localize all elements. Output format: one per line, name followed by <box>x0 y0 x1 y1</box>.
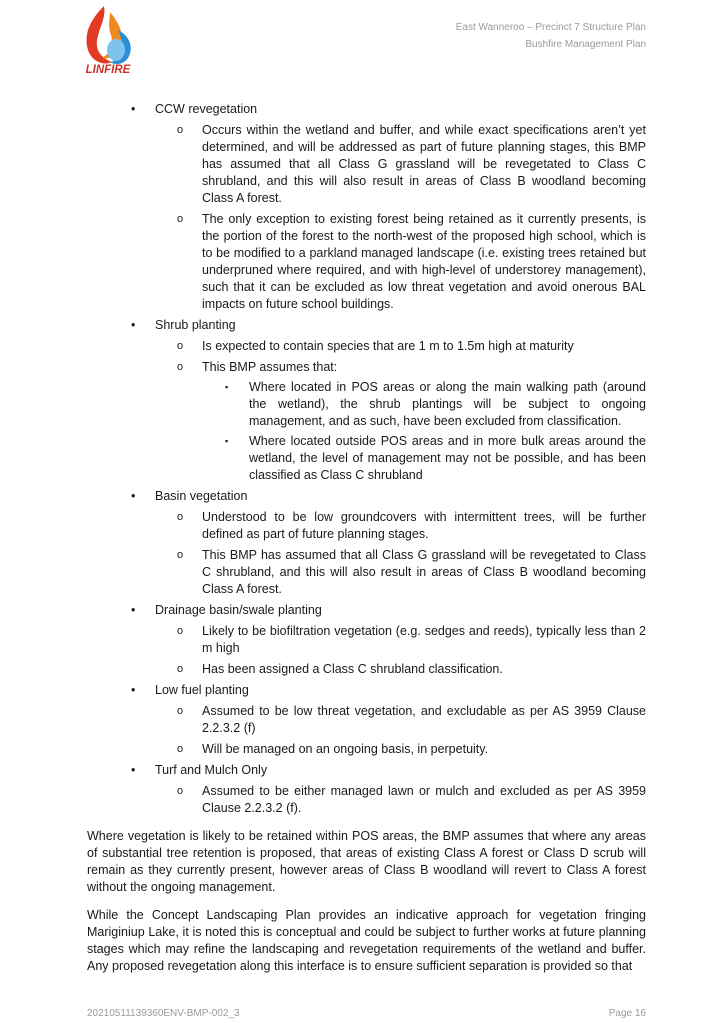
body-paragraph: While the Concept Landscaping Plan provides an indicative approach for vegetation fringing Mariginiup Lake, it is noted this is conceptual and could be subject to further works at future planning stages which may refine the landscaping and revegetation requirements of the wetland and buffer. Any proposed revegetation along this interface is to ensure sufficient separation is provided so that <box>87 908 646 973</box>
circle-bullet-icon: o <box>177 743 184 755</box>
circle-bullet-icon: o <box>177 625 184 637</box>
sub-list-item <box>87 359 646 376</box>
sub-list-item <box>87 623 646 657</box>
circle-bullet-icon: o <box>177 663 184 675</box>
sub-list-item-text: Assumed to be low threat vegetation, and excludable as per AS 3959 Clause 2.2.3.2 (f) <box>202 704 646 735</box>
sub-sub-list-item <box>87 379 646 430</box>
bullet-icon: • <box>131 603 136 617</box>
sub-list-item <box>87 122 646 207</box>
sub-list-item-text: Is expected to contain species that are 1 m to 1.5m high at maturity <box>202 339 574 353</box>
logo-text: LINFIRE <box>85 64 131 76</box>
sub-list-item <box>87 509 646 543</box>
sub-list-item <box>87 741 646 758</box>
bullet-icon: • <box>131 683 136 697</box>
list-item <box>87 602 646 619</box>
list-item <box>87 762 646 779</box>
list-item <box>87 682 646 699</box>
list-item-label: Low fuel planting <box>155 683 249 697</box>
list-item-label: CCW revegetation <box>155 102 258 116</box>
sub-list-item <box>87 338 646 355</box>
sub-sub-list-item <box>87 433 646 484</box>
list-item-label: Drainage basin/swale planting <box>155 603 322 617</box>
bullet-icon: • <box>131 763 136 777</box>
sub-list-item-text: This BMP has assumed that all Class G grassland will be revegetated to Class C shrubland, and this will also result in areas of Class B woodland becoming Class A forest. <box>202 548 646 596</box>
list-item-label: Basin vegetation <box>155 489 248 503</box>
circle-bullet-icon: o <box>177 124 184 136</box>
header-subtitle: Bushfire Management Plan <box>525 39 646 50</box>
sub-list-item-text: Assumed to be either managed lawn or mulch and excluded as per AS 3959 Clause 2.2.3.2 (f). <box>202 784 646 815</box>
circle-bullet-icon: o <box>177 340 184 352</box>
list-item <box>87 101 646 118</box>
circle-bullet-icon: o <box>177 361 184 373</box>
sub-sub-list-item-text: Where located in POS areas or along the main walking path (around the wetland), the shrub plantings will be subject to ongoing management, and as such, have been excluded from classification. <box>249 380 646 428</box>
sub-list-item <box>87 661 646 678</box>
circle-bullet-icon: o <box>177 511 184 523</box>
sub-list-item-text: Likely to be biofiltration vegetation (e.g. sedges and reeds), typically less than 2 m high <box>202 624 646 655</box>
sub-list-item-text: This BMP assumes that: <box>202 360 338 374</box>
sub-list-item-text: Occurs within the wetland and buffer, and while exact specifications aren’t yet determined, and will be addressed as part of future planning stages, this BMP has assumed that all Class G grassland will be revegetated to Class C shrubland, and this will also result in areas of Class B woodland becoming Class A forest. <box>202 123 646 205</box>
body-paragraph: Where vegetation is likely to be retained within POS areas, the BMP assumes that where any areas of substantial tree retention is proposed, that areas of existing Class A forest or Class D scrub will remain as they currently present, however areas of Class B woodland will revert to Class A forest without the ongoing management. <box>87 829 646 894</box>
list-item-label: Shrub planting <box>155 318 236 332</box>
square-bullet-icon: ▪ <box>225 382 229 392</box>
square-bullet-icon: ▪ <box>225 436 229 446</box>
circle-bullet-icon: o <box>177 549 184 561</box>
circle-bullet-icon: o <box>177 785 184 797</box>
bullet-icon: • <box>131 102 136 116</box>
list-item <box>87 317 646 334</box>
sub-list-item-text: Will be managed on an ongoing basis, in perpetuity. <box>202 742 489 756</box>
footer-page-number: Page 16 <box>608 1008 646 1019</box>
list-item <box>87 488 646 505</box>
sub-list-item <box>87 547 646 598</box>
sub-list-item <box>87 211 646 313</box>
document-body <box>87 101 646 975</box>
sub-list-item-text: Has been assigned a Class C shrubland classification. <box>202 662 503 676</box>
bullet-icon: • <box>131 489 136 503</box>
sub-list-item <box>87 783 646 817</box>
list-item-label: Turf and Mulch Only <box>155 763 268 777</box>
bullet-icon: • <box>131 318 136 332</box>
sub-sub-list-item-text: Where located outside POS areas and in more bulk areas around the wetland, the level of management may not be possible, and has been classified as Class C shrubland <box>249 434 646 482</box>
footer-doc-id: 20210511139360ENV-BMP-002_3 <box>87 1008 240 1019</box>
sub-list-item <box>87 703 646 737</box>
sub-list-item-text: Understood to be low groundcovers with intermittent trees, will be further defined as part of future planning stages. <box>202 510 646 541</box>
circle-bullet-icon: o <box>177 213 184 225</box>
header-title: East Wanneroo – Precinct 7 Structure Plan <box>455 22 646 33</box>
sub-list-item-text: The only exception to existing forest being retained as it currently presents, is the portion of the forest to the north-west of the proposed high school, which is to be modified to a parkland managed landscape (i.e. existing trees retained but underpruned where required, and with high-level of understorey management), such that it can be excluded as low threat vegetation and avoid onerous BAL impacts on future school buildings. <box>202 212 646 311</box>
circle-bullet-icon: o <box>177 705 184 717</box>
